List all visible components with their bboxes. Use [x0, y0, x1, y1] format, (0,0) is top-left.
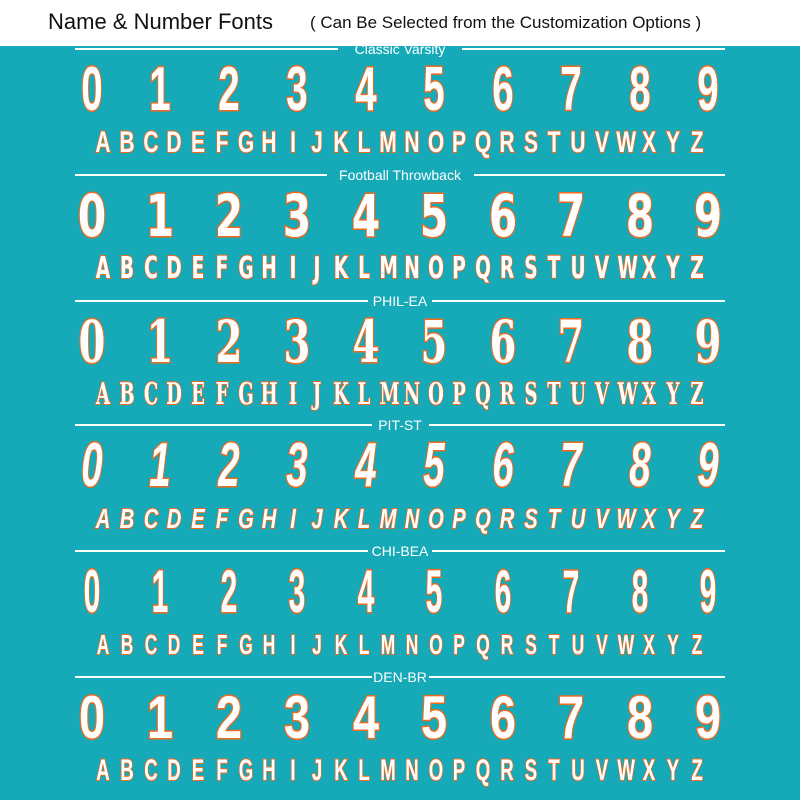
letter-glyph: H — [261, 251, 278, 286]
digit-row — [0, 686, 800, 750]
letter-glyph: I — [290, 126, 296, 159]
letter-glyph: S — [524, 377, 538, 412]
letter-glyph: E — [191, 126, 206, 159]
digit-glyph: 0 — [81, 55, 103, 124]
letter-glyph: S — [524, 754, 537, 787]
letter-glyph: B — [119, 251, 134, 286]
letter-row — [0, 502, 800, 536]
font-name-label: CHI-BEA — [371, 543, 429, 559]
letter-glyph: N — [404, 126, 420, 159]
digit-glyph: 3 — [286, 55, 309, 124]
letter-glyph: D — [167, 629, 181, 660]
letter-glyph: O — [427, 377, 444, 412]
font-name-label: DEN-BR — [373, 669, 427, 685]
letter-glyph: Y — [667, 754, 680, 787]
letter-glyph: O — [427, 251, 444, 286]
letter-glyph: J — [312, 377, 322, 412]
letter-glyph: R — [499, 251, 515, 286]
digit-glyph: 1 — [147, 684, 174, 751]
digit-glyph: 8 — [628, 55, 651, 124]
letter-glyph: I — [290, 629, 296, 660]
letter-glyph: J — [313, 251, 321, 286]
font-name-label: PIT-ST — [378, 417, 422, 433]
digit-glyph: 7 — [558, 684, 585, 751]
letter-glyph: U — [571, 754, 585, 787]
digit-glyph: 7 — [556, 182, 586, 250]
digit-glyph: 0 — [78, 308, 106, 376]
digit-glyph: 5 — [425, 558, 443, 625]
page-subtitle: ( Can Be Selected from the Customization Options ) — [310, 13, 702, 32]
letter-glyph: G — [238, 629, 253, 660]
letter-glyph: V — [596, 629, 608, 660]
digit-glyph: 8 — [626, 684, 653, 751]
digit-glyph: 7 — [560, 431, 582, 500]
letter-glyph: J — [311, 629, 322, 660]
digit-glyph: 8 — [625, 182, 654, 250]
digit-glyph: 6 — [491, 55, 514, 124]
letter-glyph: Z — [691, 754, 703, 787]
letter-glyph: E — [191, 251, 205, 286]
letter-glyph: R — [500, 629, 514, 660]
digit-glyph: 3 — [284, 684, 311, 751]
digit-glyph: 8 — [631, 558, 648, 625]
letter-glyph: J — [311, 754, 323, 787]
letter-row — [0, 126, 800, 160]
letter-glyph: F — [215, 503, 228, 534]
letter-glyph: M — [380, 629, 396, 660]
digit-glyph: 1 — [149, 55, 172, 124]
font-name-label: Football Throwback — [339, 167, 461, 183]
digit-glyph: 6 — [494, 558, 511, 625]
font-section — [0, 417, 800, 546]
letter-glyph: P — [453, 629, 466, 660]
digit-glyph: 0 — [83, 558, 101, 625]
letter-glyph: A — [95, 251, 111, 286]
letter-glyph: G — [237, 377, 254, 412]
letter-glyph: W — [615, 126, 636, 159]
letter-glyph: L — [357, 126, 371, 159]
letter-row — [0, 378, 800, 412]
section-divider-left — [75, 174, 327, 176]
letter-glyph: D — [166, 503, 182, 534]
letter-glyph: Z — [691, 629, 703, 660]
letter-glyph: Z — [690, 251, 704, 286]
digit-row — [0, 431, 800, 500]
digit-glyph: 8 — [628, 431, 651, 500]
letter-glyph: A — [96, 377, 110, 412]
digit-glyph: 9 — [694, 684, 722, 751]
letter-glyph: N — [405, 629, 419, 660]
letter-glyph: A — [96, 754, 110, 787]
letter-glyph: E — [192, 629, 204, 660]
letter-glyph: P — [453, 754, 466, 787]
letter-glyph: Q — [476, 629, 490, 660]
digit-glyph: 4 — [352, 308, 380, 376]
digit-glyph: 5 — [423, 431, 445, 500]
letter-glyph: B — [119, 503, 135, 534]
digit-glyph: 9 — [694, 308, 722, 376]
letter-glyph: T — [548, 754, 561, 787]
letter-glyph: Y — [667, 629, 680, 660]
digit-glyph: 1 — [152, 558, 169, 625]
letter-glyph: B — [119, 126, 135, 159]
font-section — [0, 167, 800, 296]
digit-glyph: 1 — [146, 182, 175, 250]
section-divider-left — [75, 424, 372, 426]
digit-glyph: 4 — [355, 431, 377, 500]
letter-glyph: I — [290, 754, 296, 787]
digit-glyph: 9 — [693, 182, 723, 250]
digit-glyph: 2 — [214, 182, 243, 250]
letter-glyph: Y — [666, 251, 680, 286]
section-divider-right — [474, 174, 726, 176]
digit-glyph: 4 — [351, 182, 380, 250]
digit-glyph: 5 — [420, 182, 449, 250]
letter-row — [0, 252, 800, 286]
letter-glyph: L — [359, 629, 370, 660]
digit-row — [0, 560, 800, 624]
letter-glyph: Y — [666, 503, 680, 534]
letter-glyph: V — [595, 754, 609, 787]
digit-glyph: 2 — [220, 558, 238, 625]
font-section — [0, 293, 800, 422]
letter-glyph: U — [571, 629, 585, 660]
letter-glyph: U — [570, 126, 586, 159]
digit-row — [0, 310, 800, 374]
digit-glyph: 9 — [697, 431, 719, 500]
letter-glyph: O — [428, 754, 443, 787]
letter-glyph: U — [570, 251, 586, 286]
letter-glyph: A — [95, 503, 111, 534]
letter-glyph: U — [570, 377, 587, 412]
letter-glyph: Q — [475, 503, 491, 534]
letter-glyph: X — [643, 754, 656, 787]
letter-glyph: Q — [475, 377, 491, 412]
digit-glyph: 2 — [218, 431, 240, 500]
letter-glyph: P — [452, 377, 467, 412]
letter-glyph: F — [215, 251, 229, 286]
digit-glyph: 0 — [77, 182, 107, 250]
digit-glyph: 6 — [489, 308, 516, 376]
letter-glyph: V — [594, 251, 610, 286]
digit-row — [0, 184, 800, 248]
digit-row — [0, 55, 800, 124]
letter-glyph: N — [404, 503, 420, 534]
letter-glyph: N — [404, 251, 420, 286]
letter-glyph: H — [260, 377, 278, 412]
digit-glyph: 7 — [557, 308, 585, 376]
letter-glyph: A — [96, 629, 110, 660]
letter-glyph: T — [547, 377, 562, 412]
letter-glyph: A — [95, 126, 111, 159]
digit-glyph: 1 — [147, 308, 174, 376]
letter-glyph: N — [405, 754, 419, 787]
letter-glyph: T — [548, 251, 561, 286]
letter-glyph: N — [403, 377, 421, 412]
letter-glyph: E — [191, 754, 205, 787]
letter-glyph: H — [263, 629, 276, 660]
letter-glyph: G — [237, 126, 254, 159]
letter-glyph: C — [143, 503, 158, 534]
digit-glyph: 0 — [81, 431, 103, 500]
letter-glyph: D — [166, 126, 182, 159]
letter-glyph: H — [261, 126, 277, 159]
digit-glyph: 4 — [352, 684, 379, 751]
digit-glyph: 7 — [562, 558, 580, 625]
letter-glyph: M — [379, 503, 397, 534]
letter-glyph: C — [143, 251, 158, 286]
letter-glyph: Q — [474, 126, 492, 159]
letter-glyph: W — [617, 629, 634, 660]
letter-glyph: G — [237, 251, 254, 286]
digit-glyph: 3 — [283, 182, 312, 250]
letter-glyph: L — [358, 754, 371, 787]
letter-glyph: H — [262, 503, 277, 534]
letter-glyph: K — [334, 629, 347, 660]
letter-glyph: O — [428, 629, 443, 660]
letter-glyph: G — [238, 754, 253, 787]
letter-glyph: R — [500, 754, 514, 787]
letter-glyph: F — [215, 126, 229, 159]
digit-glyph: 4 — [357, 558, 375, 625]
letter-glyph: B — [120, 629, 134, 660]
letter-glyph: T — [549, 629, 560, 660]
letter-glyph: G — [237, 503, 254, 534]
letter-glyph: Y — [666, 377, 680, 412]
letter-glyph: K — [333, 754, 348, 787]
letter-glyph: X — [643, 629, 656, 660]
letter-glyph: H — [262, 754, 277, 787]
letter-glyph: C — [144, 629, 157, 660]
letter-glyph: I — [289, 251, 297, 286]
letter-glyph: U — [570, 503, 586, 534]
digit-glyph: 8 — [626, 308, 653, 376]
letter-glyph: M — [379, 377, 400, 412]
letter-glyph: M — [379, 126, 397, 159]
letter-glyph: Z — [690, 503, 704, 534]
letter-glyph: J — [310, 126, 323, 159]
font-name-label: PHIL-EA — [372, 293, 428, 309]
letter-row — [0, 754, 800, 788]
letter-glyph: D — [167, 754, 181, 787]
letter-glyph: L — [358, 377, 371, 412]
letter-glyph: E — [191, 377, 205, 412]
digit-glyph: 5 — [423, 55, 445, 124]
letter-glyph: V — [594, 126, 609, 159]
letter-glyph: X — [642, 503, 657, 534]
letter-glyph: S — [524, 629, 537, 660]
letter-glyph: Q — [475, 754, 491, 787]
letter-glyph: C — [142, 126, 159, 159]
letter-glyph: L — [358, 503, 371, 534]
letter-glyph: B — [120, 754, 134, 787]
section-divider-left — [75, 300, 368, 302]
letter-glyph: X — [642, 251, 657, 286]
letter-glyph: F — [216, 754, 228, 787]
section-divider-left — [75, 48, 338, 50]
letter-glyph: P — [452, 503, 467, 534]
letter-glyph: K — [333, 126, 349, 159]
letter-glyph: W — [617, 251, 638, 286]
digit-glyph: 7 — [560, 55, 582, 124]
letter-glyph: K — [333, 503, 348, 534]
letter-glyph: R — [499, 377, 515, 412]
digit-glyph: 6 — [489, 684, 516, 751]
letter-glyph: Z — [690, 377, 704, 412]
letter-glyph: F — [216, 629, 228, 660]
letter-glyph: Z — [690, 126, 704, 159]
letter-glyph: O — [427, 503, 444, 534]
header-bar — [0, 0, 800, 46]
letter-glyph: F — [215, 377, 229, 412]
section-divider-right — [429, 676, 726, 678]
letter-glyph: I — [290, 503, 296, 534]
letter-glyph: X — [642, 377, 657, 412]
font-section — [0, 41, 800, 170]
digit-glyph: 0 — [78, 684, 106, 751]
digit-glyph: 2 — [215, 308, 243, 376]
digit-glyph: 3 — [286, 431, 309, 500]
letter-glyph: R — [499, 503, 515, 534]
letter-glyph: P — [452, 251, 467, 286]
letter-glyph: X — [642, 126, 657, 159]
digit-glyph: 9 — [697, 55, 719, 124]
letter-glyph: E — [191, 503, 205, 534]
section-divider-left — [75, 676, 372, 678]
digit-glyph: 1 — [149, 431, 172, 500]
letter-glyph: Y — [666, 126, 681, 159]
section-divider-right — [462, 48, 725, 50]
letter-glyph: J — [311, 503, 323, 534]
letter-glyph: T — [548, 503, 561, 534]
letter-glyph: B — [119, 377, 135, 412]
letter-glyph: W — [617, 754, 635, 787]
digit-glyph: 3 — [288, 558, 306, 625]
letter-glyph: W — [616, 503, 636, 534]
letter-glyph: S — [523, 503, 538, 534]
letter-glyph: L — [358, 251, 371, 286]
letter-glyph: K — [332, 377, 349, 412]
digit-glyph: 3 — [284, 308, 311, 376]
letter-glyph: V — [595, 503, 609, 534]
digit-glyph: 6 — [488, 182, 517, 250]
letter-row — [0, 628, 800, 662]
letter-glyph: C — [143, 377, 158, 412]
digit-glyph: 9 — [699, 558, 717, 625]
font-name-label: Classic Varsity — [354, 41, 446, 57]
letter-glyph: D — [166, 377, 183, 412]
letter-glyph: C — [143, 754, 158, 787]
letter-glyph: T — [548, 126, 561, 159]
section-divider-right — [432, 550, 725, 552]
font-section — [0, 543, 800, 672]
letter-glyph: M — [379, 251, 398, 286]
page-title: Name & Number Fonts — [48, 9, 273, 34]
letter-glyph: D — [166, 251, 182, 286]
digit-glyph: 4 — [355, 55, 377, 124]
digit-glyph: 2 — [215, 684, 242, 751]
section-divider-left — [75, 550, 368, 552]
letter-glyph: P — [452, 126, 467, 159]
letter-glyph: S — [523, 126, 538, 159]
letter-glyph: M — [380, 754, 396, 787]
letter-glyph: R — [499, 126, 515, 159]
digit-glyph: 5 — [420, 308, 448, 376]
letter-glyph: O — [427, 126, 444, 159]
font-section — [0, 669, 800, 798]
letter-glyph: W — [617, 377, 638, 412]
letter-glyph: S — [523, 251, 538, 286]
letter-glyph: Q — [475, 251, 492, 286]
digit-glyph: 6 — [491, 431, 514, 500]
section-divider-right — [429, 424, 726, 426]
digit-glyph: 5 — [421, 684, 448, 751]
letter-glyph: V — [594, 377, 609, 412]
digit-glyph: 2 — [218, 55, 240, 124]
section-divider-right — [432, 300, 725, 302]
letter-glyph: I — [288, 377, 298, 412]
letter-glyph: K — [333, 251, 348, 286]
